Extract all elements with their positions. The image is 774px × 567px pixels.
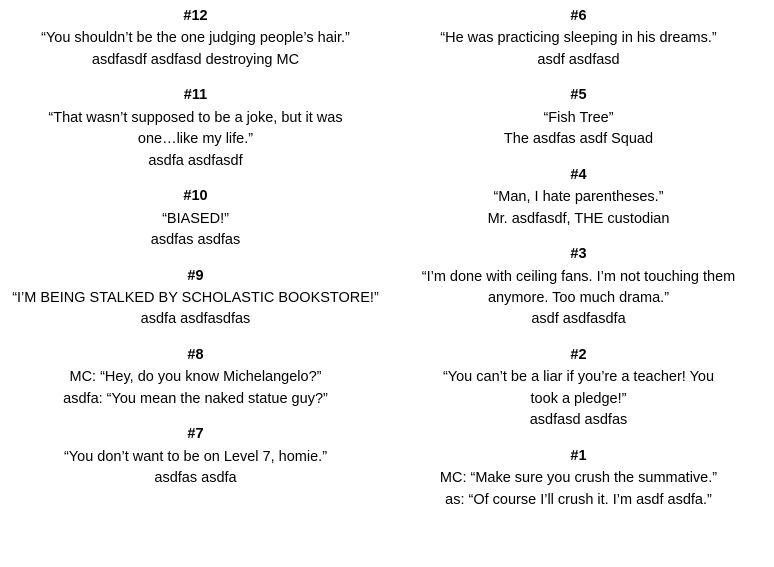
quote-entry	[8, 85, 383, 172]
quote-line: took a pledge!”	[530, 390, 627, 407]
quote-entry	[391, 345, 766, 432]
quote-number: #7	[187, 426, 204, 443]
quote-line: anymore. Too much drama.”	[487, 289, 670, 306]
quote-number: #3	[570, 246, 587, 263]
quote-line: “I’M BEING STALKED BY SCHOLASTIC BOOKSTORE!”	[12, 289, 379, 306]
quote-line: Mr. asdfasdf, THE custodian	[487, 210, 670, 227]
quote-line: as: “Of course I’ll crush it. I’m asdf asdfa.”	[445, 491, 712, 508]
quote-line: asdf asdfasdfa	[531, 311, 626, 328]
quote-number: #9	[187, 267, 204, 284]
quote-entry	[8, 6, 383, 71]
quote-line: asdf asdfasd	[537, 51, 620, 68]
quote-number: #12	[183, 8, 208, 24]
quote-number: #4	[570, 166, 587, 183]
quote-line: MC: “Make sure you crush the summative.”	[439, 470, 718, 487]
quote-number: #2	[570, 346, 587, 363]
quote-line: asdfas asdfa	[154, 470, 237, 487]
quote-line: “You shouldn’t be the one judging people’s hair.”	[41, 30, 350, 47]
quote-line: “Man, I hate parentheses.”	[493, 189, 664, 206]
quote-number: #8	[187, 346, 204, 363]
quote-line: “BIASED!”	[162, 210, 229, 227]
quote-line: asdfa asdfasdf	[148, 152, 243, 169]
quote-entry	[391, 244, 766, 331]
quote-columns	[8, 6, 766, 567]
quote-line: asdfasd asdfas	[529, 412, 628, 429]
quote-number: #6	[570, 8, 587, 24]
quote-entry	[391, 446, 766, 511]
quote-line: asdfa asdfasdfas	[140, 311, 251, 328]
quote-entry	[391, 165, 766, 230]
quote-line: The asdfas asdf Squad	[503, 131, 654, 148]
quote-entry	[8, 266, 383, 331]
quote-line: asdfas asdfas	[150, 232, 241, 249]
quote-entry	[8, 186, 383, 251]
quote-entry	[8, 424, 383, 489]
quote-line: “I’m done with ceiling fans. I’m not touching them	[421, 268, 736, 285]
quote-line: MC: “Hey, do you know Michelangelo?”	[69, 369, 322, 386]
quote-line: “He was practicing sleeping in his dreams.”	[440, 30, 717, 47]
right-column	[387, 6, 766, 567]
quote-entry	[8, 345, 383, 410]
quote-number: #1	[570, 447, 587, 464]
quote-line: asdfasdf asdfasd destroying MC	[91, 51, 300, 68]
left-column	[8, 6, 387, 567]
quote-entry	[391, 85, 766, 150]
quote-line: “Fish Tree”	[543, 109, 614, 126]
quote-line: one…like my life.”	[137, 131, 254, 148]
quote-line: “You can’t be a liar if you’re a teacher! You	[442, 369, 715, 386]
quote-number: #10	[183, 188, 208, 205]
quote-number: #11	[183, 87, 208, 104]
quote-line: asdfa: “You mean the naked statue guy?”	[63, 390, 328, 407]
quote-line: “That wasn’t supposed to be a joke, but it was	[48, 109, 343, 126]
quote-line: “You don’t want to be on Level 7, homie.”	[63, 448, 328, 465]
quote-number: #5	[570, 87, 587, 104]
quote-entry	[391, 6, 766, 71]
